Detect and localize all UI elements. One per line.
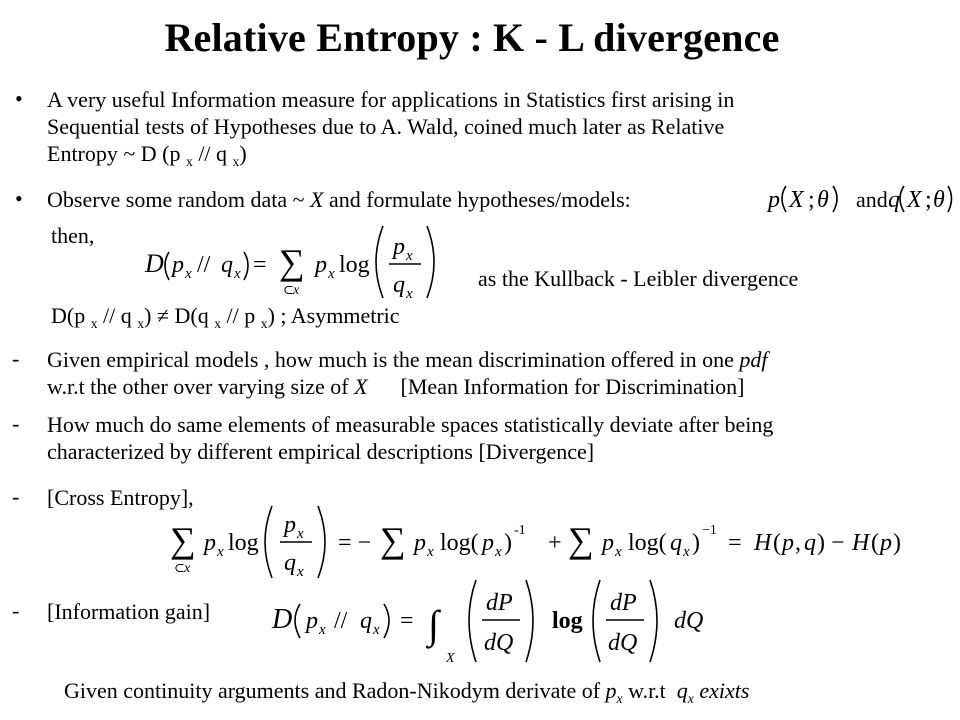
svg-text:=: = xyxy=(253,252,267,278)
svg-text:x: x xyxy=(297,526,304,542)
svg-text:x: x xyxy=(406,286,413,302)
svg-text:log: log xyxy=(552,608,583,634)
kl-caption: as the Kullback - Leibler divergence xyxy=(478,266,799,291)
svg-text:=: = xyxy=(728,530,742,556)
svg-text:q: q xyxy=(804,530,816,556)
svg-text:X: X xyxy=(789,187,804,213)
svg-text:;: ; xyxy=(808,187,815,213)
dash2-line2: characterized by different empirical descriptions [Divergence] xyxy=(47,439,595,464)
svg-text:-1: -1 xyxy=(514,523,526,538)
svg-text:x: x xyxy=(293,283,300,298)
svg-text:D: D xyxy=(145,249,164,278)
svg-text:∑: ∑ xyxy=(380,520,406,560)
svg-text:∑: ∑ xyxy=(568,520,594,560)
and-text: and xyxy=(856,187,888,212)
svg-text:p: p xyxy=(204,530,216,556)
svg-text:H: H xyxy=(754,530,772,556)
svg-text:=: = xyxy=(400,608,414,634)
svg-text:⊂: ⊂ xyxy=(174,560,185,575)
svg-text://: // xyxy=(334,608,348,634)
svg-text:log: log xyxy=(228,530,259,556)
svg-text:p: p xyxy=(393,234,405,260)
dash1-line2: w.r.t the other over varying size of X [Mean Information for Discrimination] xyxy=(47,374,745,399)
svg-text:): ) xyxy=(504,530,512,556)
svg-text:x: x xyxy=(373,622,380,638)
svg-text:x: x xyxy=(185,266,192,282)
svg-text:q: q xyxy=(360,608,372,634)
formula-q-x-theta xyxy=(887,180,959,216)
svg-text:dQ: dQ xyxy=(608,630,638,656)
bullet-marker: • xyxy=(15,86,23,111)
svg-text:p: p xyxy=(172,252,184,278)
formula-kl-divergence xyxy=(143,222,463,302)
svg-text:−1: −1 xyxy=(702,523,717,538)
svg-text:X: X xyxy=(907,187,922,213)
dash1-line1: Given empirical models , how much is the mean discrimination offered in one pdf xyxy=(47,347,768,372)
footer-note: Given continuity arguments and Radon-Nikodym derivate of $p_x$ w.r.t $q_x$ exixts xyxy=(64,678,750,706)
then-label: then, xyxy=(51,223,95,248)
dash-marker: - xyxy=(12,484,20,509)
svg-text:p: p xyxy=(284,512,296,538)
slide-title: Relative Entropy : K - L divergence xyxy=(164,15,780,60)
svg-text:x: x xyxy=(319,622,326,638)
svg-text:log(: log( xyxy=(628,530,667,556)
formula-information-gain xyxy=(270,572,770,668)
svg-text:∑: ∑ xyxy=(170,520,196,560)
svg-text:+: + xyxy=(548,530,562,556)
cross-entropy-label: [Cross Entropy], xyxy=(47,485,194,510)
bullet1-line3: Entropy ~ D (p $_x$ // q $_x$) xyxy=(47,141,247,169)
svg-text:q: q xyxy=(393,272,405,298)
svg-text://: // xyxy=(197,252,211,278)
svg-text:;: ; xyxy=(925,187,932,213)
information-gain-label: [Information gain] xyxy=(47,599,211,624)
svg-text:q: q xyxy=(888,187,900,213)
svg-text:dQ: dQ xyxy=(484,630,514,656)
svg-text:p: p xyxy=(602,530,614,556)
bullet1-line2: Sequential tests of Hypotheses due to A. Wald, coined much later as Relative xyxy=(47,114,725,139)
svg-text:x: x xyxy=(495,544,502,560)
svg-text:p: p xyxy=(482,530,494,556)
svg-text:): ) xyxy=(893,530,901,556)
svg-text:,: , xyxy=(795,530,801,556)
dash-marker: - xyxy=(12,346,20,371)
svg-text:x: x xyxy=(184,561,191,576)
svg-text:x: x xyxy=(297,564,304,580)
svg-text:q: q xyxy=(221,252,233,278)
bullet1-line1: A very useful Information measure for applications in Statistics first arising in xyxy=(47,87,735,112)
svg-text:∑: ∑ xyxy=(279,242,305,282)
svg-text:θ: θ xyxy=(817,187,829,213)
svg-text:X: X xyxy=(446,651,455,666)
svg-text:p: p xyxy=(306,608,318,634)
svg-text:(: ( xyxy=(871,530,879,556)
svg-text:q: q xyxy=(670,530,682,556)
svg-text:= −: = − xyxy=(338,530,372,556)
svg-text:D: D xyxy=(272,604,293,635)
svg-text:x: x xyxy=(683,544,690,560)
svg-text:): ) xyxy=(692,530,700,556)
svg-text:log(: log( xyxy=(440,530,479,556)
svg-text:x: x xyxy=(234,266,241,282)
svg-text:x: x xyxy=(615,544,622,560)
svg-text:p: p xyxy=(315,252,327,278)
dash-marker: - xyxy=(12,411,20,436)
svg-text:⊂: ⊂ xyxy=(283,282,294,297)
svg-text:∫: ∫ xyxy=(428,602,439,647)
asymmetry-statement: D(p $_x$ // q $_x$) ≠ D(q $_x$ // p $_x$) ; Asymmetric xyxy=(51,303,400,331)
svg-text:dQ: dQ xyxy=(674,608,704,634)
svg-text:log: log xyxy=(339,252,370,278)
dash2-line1: How much do same elements of measurable spaces statistically deviate after being xyxy=(47,412,774,437)
svg-text:θ: θ xyxy=(933,187,945,213)
bullet2-text: Observe some random data ~ X and formulate hypotheses/models: xyxy=(47,187,631,212)
svg-text:H: H xyxy=(852,530,870,556)
svg-text:x: x xyxy=(406,248,413,264)
svg-text:(: ( xyxy=(773,530,781,556)
svg-text:p: p xyxy=(414,530,426,556)
svg-text:x: x xyxy=(328,266,335,282)
svg-text:x: x xyxy=(217,544,224,560)
svg-text:dP: dP xyxy=(610,590,637,616)
svg-text:q: q xyxy=(284,550,296,576)
svg-text:) −: ) − xyxy=(817,530,845,556)
svg-text:x: x xyxy=(427,544,434,560)
formula-p-x-theta xyxy=(766,180,850,216)
svg-text:dP: dP xyxy=(486,590,513,616)
bullet-marker: • xyxy=(15,186,23,211)
dash-marker: - xyxy=(12,598,20,623)
svg-text:p: p xyxy=(782,530,794,556)
svg-text:p: p xyxy=(880,530,892,556)
svg-text:p: p xyxy=(768,187,780,213)
